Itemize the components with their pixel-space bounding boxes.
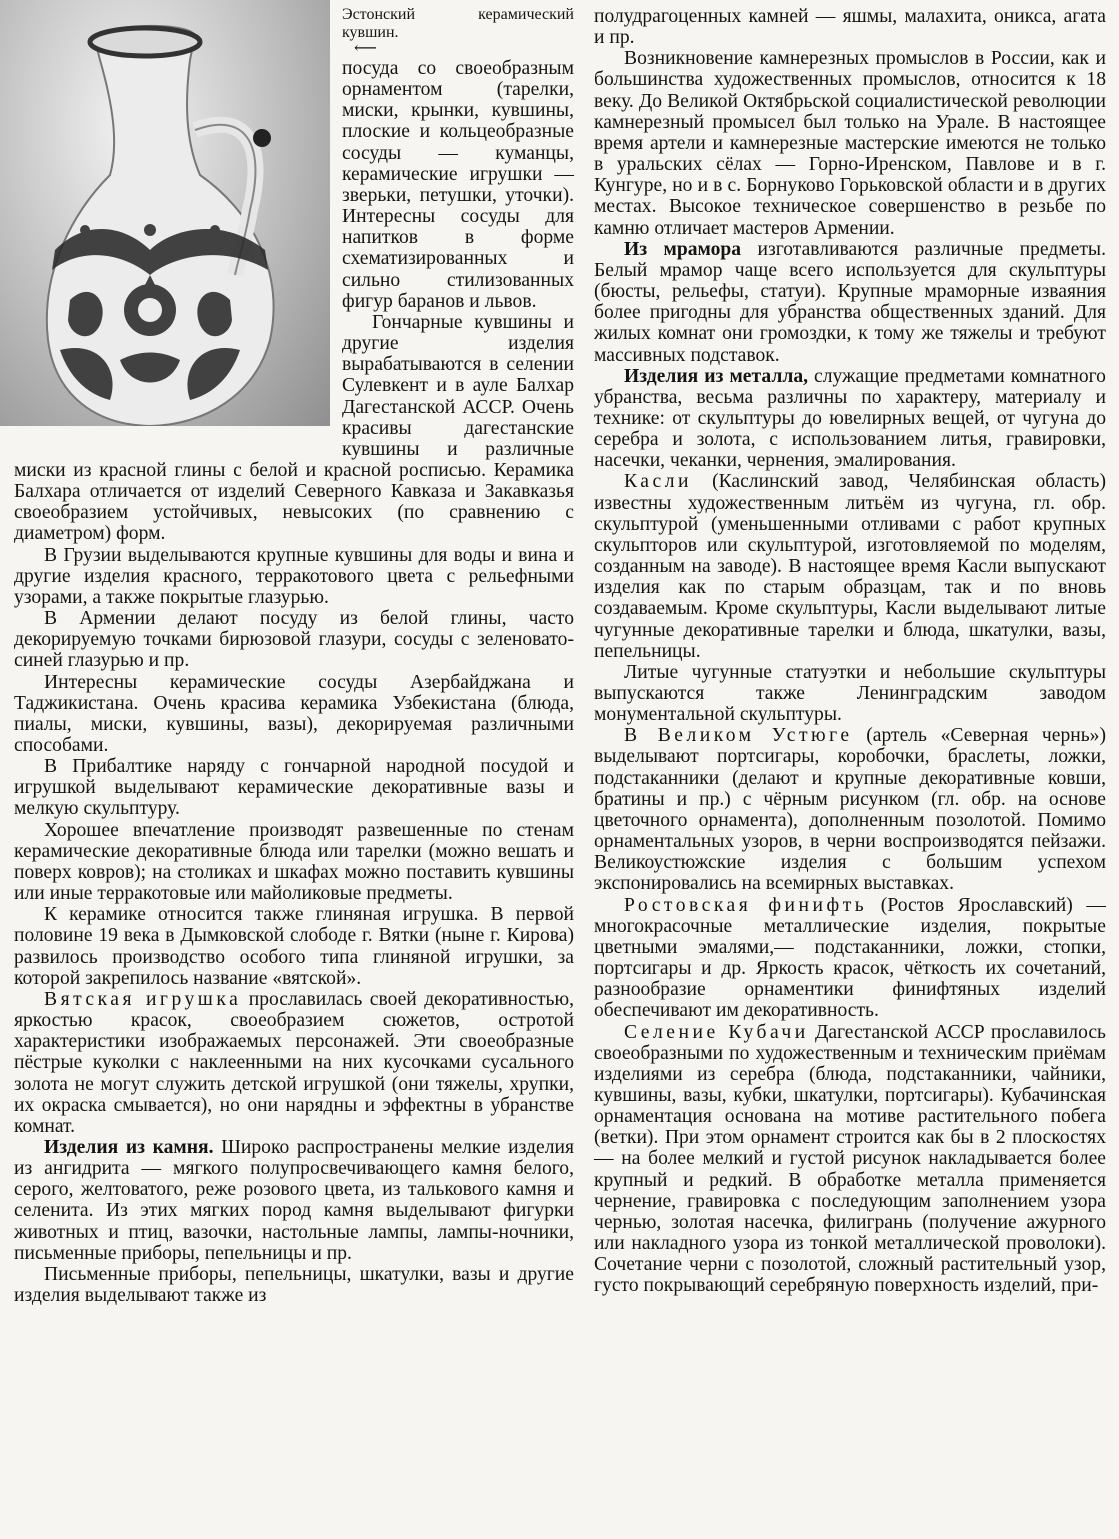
term-kasli: Касли — [624, 471, 692, 493]
paragraph: Возникновение камнерезных промыслов в России, как и большинства художественных промыслов, относится к 18 веку. До Великой Октябрьской социалистической революции камнерезный промысел был только на Урале. В настоящее время артели и камнерезные мастерские имеются не только в уральских сёлах — Горно-Иренском, Павлове и в г. Кунгуре, но и в с. Борнуково Горьковской области и в других местах. Высокое техническое совершенство в резьбе по камню отличает мастеров Армении. — [594, 48, 1106, 239]
paragraph: К керамике относится также глиняная игрушка. В первой половине 19 века в Дымковской слободе г. Вятки (ныне г. Кирова) развилось производство особого типа глиняной игрушки, за которой закрепилось название «вятской». — [14, 904, 574, 989]
paragraph-rostov — [594, 895, 1106, 1022]
paragraph-text: (Каслинский завод, Челябинская область) известны художественным литьём из чугуна, гл. обр. скульптурой (уменьшенными отливами с работ крупных скульпторов или скульптурой, изготовляемой по моделям, созданным на заводе). В настоящее время Касли выпускают изделия как по старым образцам, так и по вновь создаваемым. Кроме скульптуры, Касли выделывают литые чугунные декоративные тарелки и блюда, шкатулки, вазы, пепельницы. — [594, 471, 1106, 662]
paragraph-text: изготавливаются различные предметы. Белый мрамор чаще всего используется для скульптуры (бюсты, рельефы, статуи). Крупные мраморные изваяния более пригодны для убранства общественных зданий. Для жилых комнат они громоздки, к тому же тяжелы и требуют массивных подставок. — [594, 238, 1106, 366]
arrow-left-icon: ⟵ — [354, 40, 377, 57]
paragraph-text: прославилась своей декоративностью, яркостью красок, своеобразием сюжетов, остротой характеристики изображаемых персонажей. Эти своеобразные пёстрые куколки с наклеенными на них кусочками сусального золота не могут служить детской игрушкой (они тяжелы, хрупки, их окраска смывается), но они нарядны и эффектны в убранстве комнат. — [14, 988, 574, 1137]
paragraph: Хорошее впечатление производят развешенные по стенам керамические декоративные блюда или тарелки (можно вешать и поверх ковров); на столиках и шкафах можно поставить кувшины или иные терракотовые или майоликовые предметы. — [14, 819, 574, 905]
paragraph: полудрагоценных камней — яшмы, малахита, оникса, агата и пр. — [594, 6, 1106, 49]
paragraph-kasli — [594, 471, 1106, 661]
paragraph: Интересны керамические сосуды Азербайджана и Таджикистана. Очень красива керамика Узбекистана (блюда, пиалы, миски, кувшины, вазы), декорируемая различными способами. — [14, 671, 574, 756]
term-rostov: Ростовская финифть — [624, 894, 868, 916]
term-ustyug: В Великом Устюге — [624, 725, 853, 747]
paragraph: Гончарные кувшины и другие изделия вырабатываются в селении Сулевкент и в ауле Балхар Дагестанской АССР. Очень красивы дагестанские кувшины и различные миски из красной глины с белой и красной росписью. Керамика Балхара отличается от изделий Северного Кавказа и Закавказья своеобразием устойчивых, невысоких (по сравнению с диаметром) форм. — [14, 311, 574, 545]
section-heading: Изделия из металла, — [624, 365, 809, 387]
figure — [0, 0, 330, 455]
left-column — [14, 6, 574, 1306]
term-vyatka: Вятская игрушка — [44, 988, 242, 1010]
paragraph-text: (Ростов Ярославский) — многокрасочные металлические изделия, покрытые цветными эмалями,— подстаканники, ложки, стопки, портсигары и др. Яркость красок, чёткость их сочетаний, разнообразие орнаментики финифтяных изделий обеспечивают им декоративность. — [594, 894, 1106, 1022]
paragraph-vyatka — [14, 989, 574, 1137]
paragraph: Письменные приборы, пепельницы, шкатулки, вазы и другие изделия выделывают также из — [14, 1263, 574, 1307]
paragraph: В Армении делают посуду из белой глины, часто декорируемую точками бирюзовой глазури, сосуды с зеленовато-синей глазурью и пр. — [14, 608, 574, 672]
section-heading: Из мрамора — [624, 238, 742, 260]
paragraph-kubachi — [594, 1022, 1106, 1297]
paragraph-text: (артель «Северная чернь») выделывают портсигары, коробочки, браслеты, ложки, подстаканники (делают и крупные декоративные ковши, братины и пр.) с чёрным рисунком (гл. обр. на основе цветочного орнамента), дополненным позолотой. Помимо орнаментальных узоров, в черни воспроизводятся пейзажи. Великоустюжские изделия с большим успехом экспонировались на всемирных выставках. — [594, 725, 1106, 895]
jug-photo — [0, 0, 330, 426]
paragraph: посуда со своеобразным орнаментом (тарелки, миски, крынки, кувшины, плоские и кольцеобразные сосуды — куманцы, керамические игрушки — зверьки, петушки, уточки). Интересны сосуды для напитков в форме схематизированных и сильно стилизованных фигур баранов и львов. — [342, 58, 574, 312]
ceramic-jug-image — [0, 0, 330, 426]
right-column — [594, 6, 1106, 1297]
section-stone — [14, 1137, 574, 1264]
figure-caption: Эстонский керамический кувшин. — [342, 6, 574, 41]
paragraph-text: служащие предметами комнатного убранства, весьма различны по характеру, материалу и технике: от скульптуры до ювелирных вещей, от чугуна до серебра и золота, с использованием литья, гравировки, насечки, чеканки, чернения, эмалирования. — [594, 365, 1106, 472]
paragraph-text: Широко распространены мелкие изделия из ангидрита — мягкого полупросвечивающего камня белого, серого, желтоватого, реже розового цвета, из талькового камня и селенита. Из этих мягких пород камня выделывают фигурки животных и птиц, вазочки, настольные лампы, лампы-ночники, письменные приборы, пепельницы и пр. — [14, 1136, 574, 1264]
section-heading: Изделия из камня. — [44, 1136, 214, 1158]
paragraph-text: Дагестанской АССР прославилось своеобразными по художественным и техническим приёмам изделиями из серебра (блюда, подстаканники, чайники, кувшины, вазы, кубки, шкатулки, портсигары). Кубачинская орнаментация основана на мотиве растительного побега (ветки). При этом орнамент строится как бы в 2 плоскостях — на более мелкий и густой рисунок накладывается более крупный и редкий. В обработке металла применяется чернение, гравировка с последующим заполнением узора чернью, золотая насечка, филигрань (получение ажурного или накладного узора из тонкой металлической проволоки). Сочетание черни с позолотой, сложный растительный узор, густо покрывающий серебряную поверхность изделий, при- — [594, 1021, 1106, 1297]
paragraph-ustyug — [594, 725, 1106, 894]
paragraph: В Прибалтике наряду с гончарной народной посудой и игрушкой выделывают керамические декоративные вазы и мелкую скульптуру. — [14, 756, 574, 820]
paragraph: Литые чугунные статуэтки и небольшие скульптуры выпускаются также Ленинградским заводом монументальной скульптуры. — [594, 661, 1106, 726]
section-metal — [594, 366, 1106, 472]
paragraph: В Грузии выделываются крупные кувшины для воды и вина и другие изделия красного, терракотового цвета с рельефными узорами, а также покрытые глазурью. — [14, 544, 574, 608]
term-kubachi: Селение Кубачи — [624, 1021, 809, 1043]
section-marble — [594, 239, 1106, 366]
